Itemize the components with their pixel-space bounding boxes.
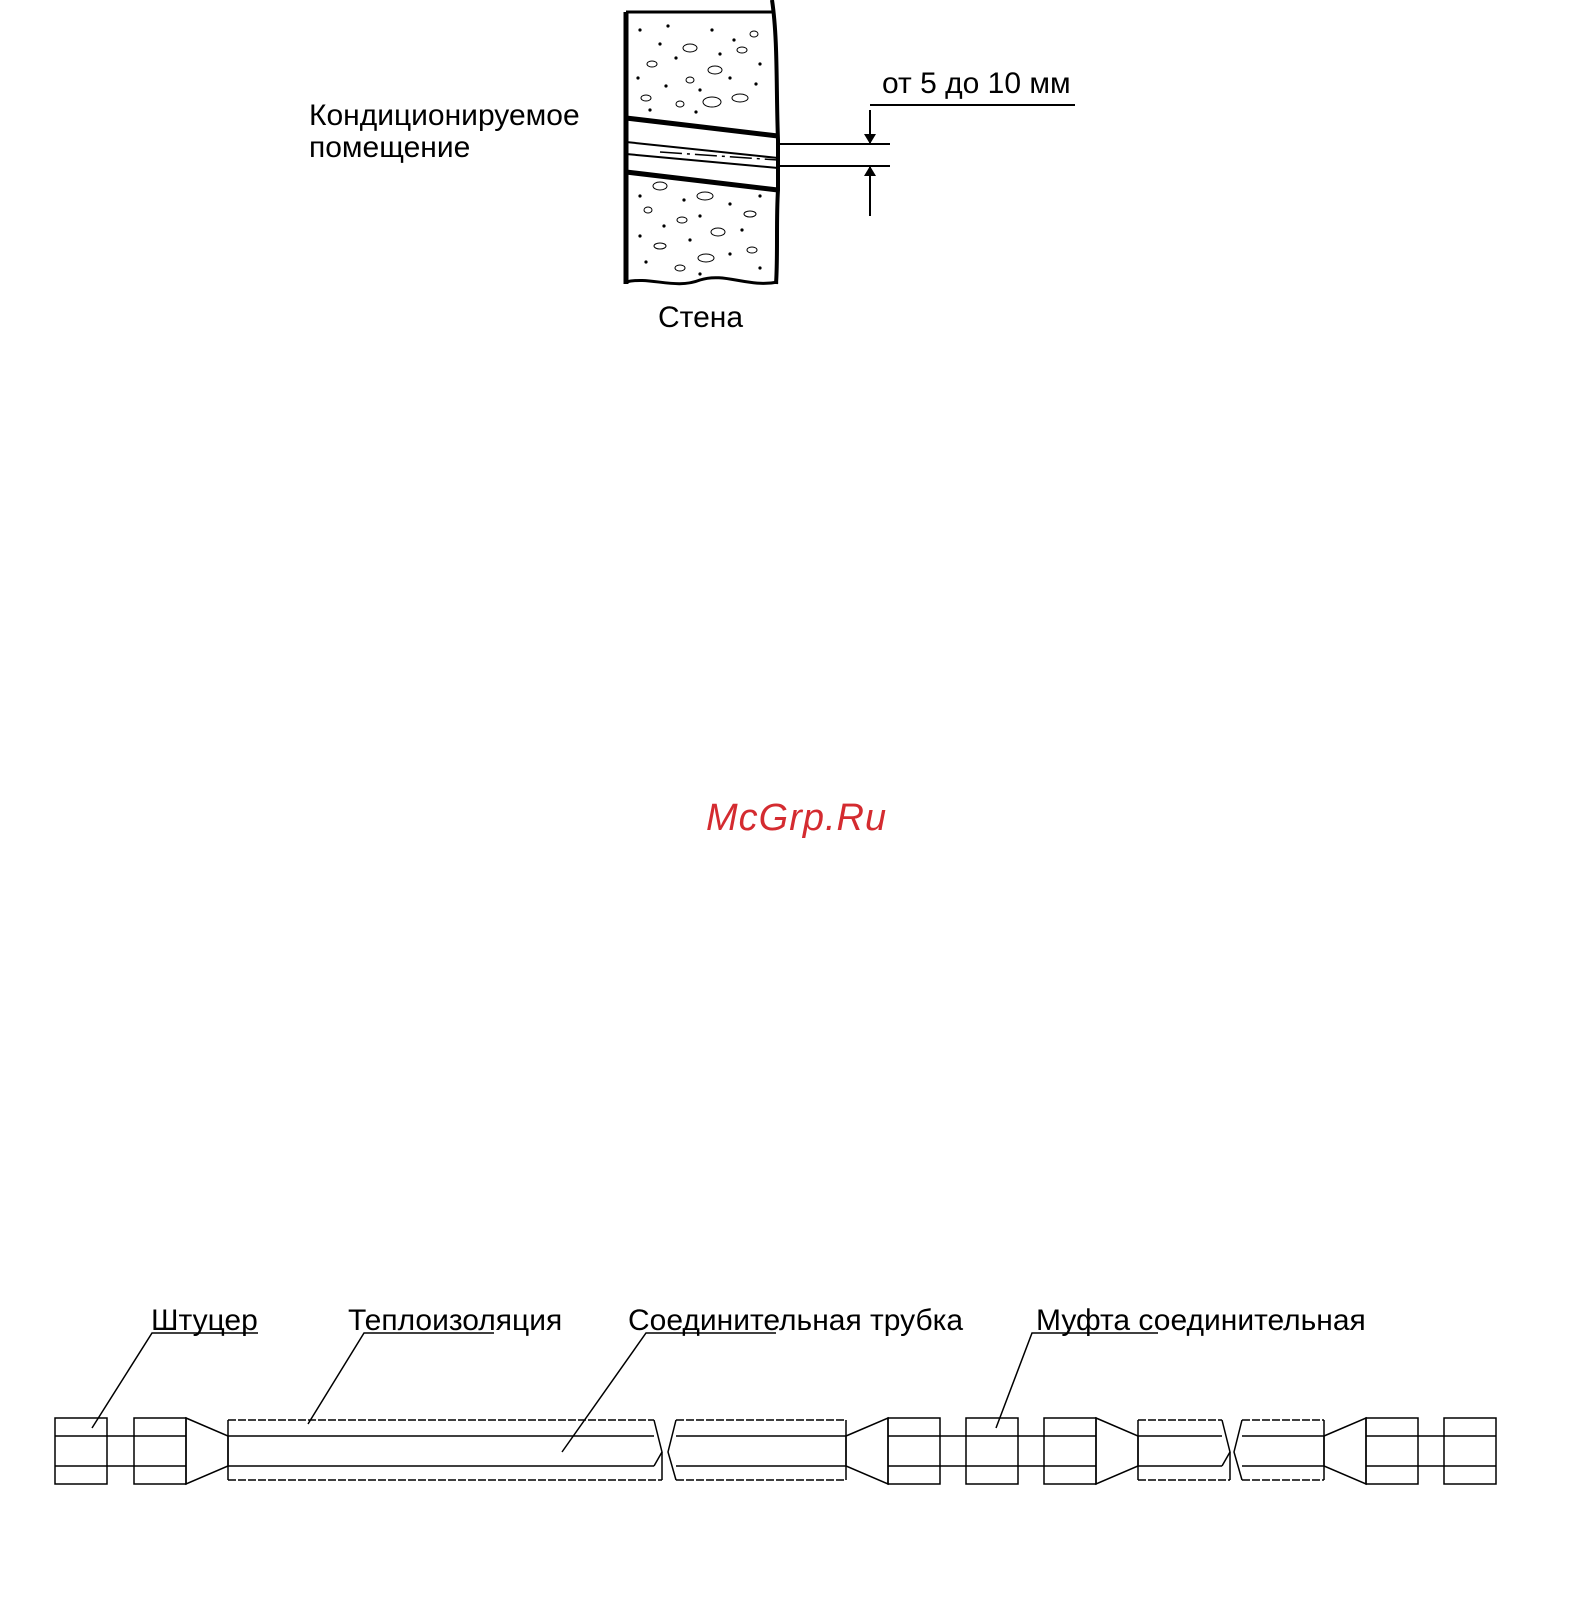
leader-lines <box>92 1333 1158 1452</box>
label-insulation: Теплоизоляция <box>348 1304 563 1337</box>
wall-label: Стена <box>658 301 744 334</box>
watermark: McGrp.Ru <box>706 797 888 839</box>
room-label-line2: помещение <box>309 131 471 164</box>
pipe-assembly <box>55 1418 1496 1484</box>
label-coupling: Муфта соединительная <box>1036 1304 1366 1337</box>
room-label-line1: Кондиционируемое <box>309 99 580 132</box>
slope-dimension <box>778 105 1075 216</box>
label-fitting: Штуцер <box>151 1304 258 1337</box>
wall-cross-section <box>626 0 778 284</box>
dimension-arrows <box>864 134 876 176</box>
slope-label: от 5 до 10 мм <box>882 67 1071 100</box>
label-connecting-pipe: Соединительная трубка <box>628 1304 964 1337</box>
